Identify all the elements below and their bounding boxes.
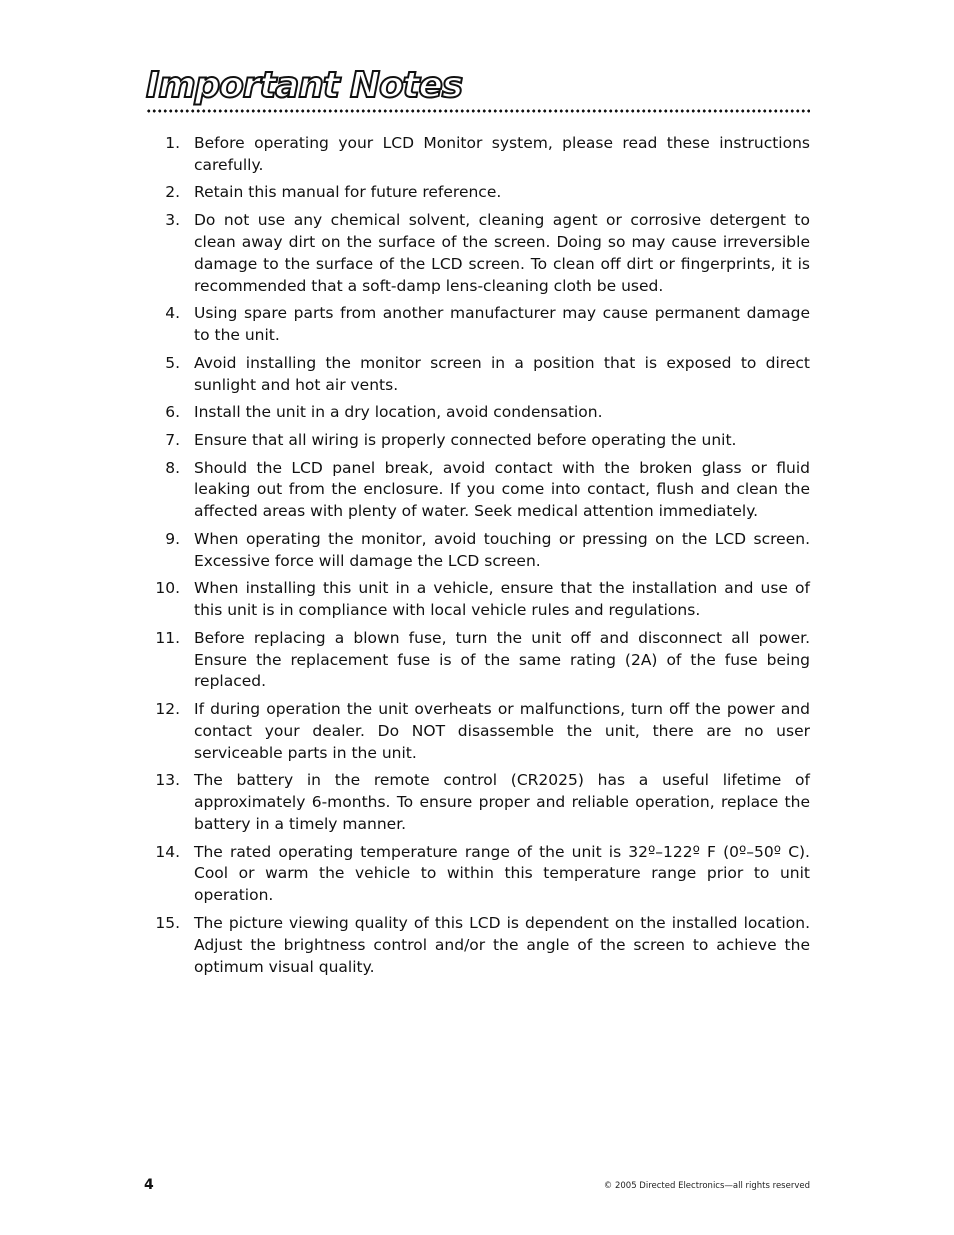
note-text: The rated operating temperature range of the unit is 32º–122º F (0º–50º C). Cool or warm the vehicle to within this temperature range prior to unit operation. — [194, 842, 810, 905]
note-number: 1. — [165, 134, 180, 152]
note-item — [140, 458, 810, 523]
note-item — [140, 529, 810, 573]
note-item — [140, 402, 810, 424]
title-dotted-rule — [146, 109, 810, 113]
note-text: Install the unit in a dry location, avoid condensation. — [194, 403, 603, 422]
notes-list — [140, 133, 810, 984]
note-item — [140, 133, 810, 177]
note-item — [140, 842, 810, 907]
note-item — [140, 699, 810, 764]
note-number: 14. — [155, 842, 180, 861]
note-number: 6. — [165, 403, 180, 422]
note-text: Avoid installing the monitor screen in a position that is exposed to direct sunlight and hot air vents. — [194, 353, 810, 394]
note-text: Using spare parts from another manufacturer may cause permanent damage to the unit. — [194, 304, 810, 345]
note-number: 3. — [165, 211, 180, 230]
note-number: 7. — [165, 430, 180, 449]
note-item — [140, 430, 810, 452]
note-text: If during operation the unit overheats or malfunctions, turn off the power and contact your dealer. Do NOT disassemble the unit, there are no user serviceable parts in the unit. — [194, 700, 810, 762]
note-number: 10. — [155, 579, 180, 598]
note-item — [140, 578, 810, 622]
note-text: The picture viewing quality of this LCD is dependent on the installed location. Adjust the brightness control and/or the angle of the screen to achieve the optimum visual quality. — [194, 913, 810, 976]
note-text: Before replacing a blown fuse, turn the unit off and disconnect all power. Ensure the replacement fuse is of the same rating (2A) of the fuse being replaced. — [194, 628, 810, 691]
note-number: 4. — [165, 304, 180, 323]
note-text: When operating the monitor, avoid touching or pressing on the LCD screen. Excessive force will damage the LCD screen. — [194, 529, 810, 570]
note-text: Before operating your LCD Monitor system, please read these instructions carefully. — [194, 134, 810, 174]
note-text: Retain this manual for future reference. — [194, 183, 502, 202]
note-number: 8. — [165, 458, 180, 477]
note-number: 13. — [155, 771, 180, 790]
note-text: Ensure that all wiring is properly connected before operating the unit. — [194, 430, 737, 449]
note-text: When installing this unit in a vehicle, ensure that the installation and use of this unit is in compliance with local vehicle rules and regulations. — [194, 579, 810, 620]
note-number: 15. — [155, 913, 180, 932]
note-text: The battery in the remote control (CR2025) has a useful lifetime of approximately 6-months. To ensure proper and reliable operation, replace the battery in a timely manner. — [194, 771, 810, 833]
note-item — [140, 770, 810, 835]
note-number: 5. — [165, 353, 180, 372]
note-text: Do not use any chemical solvent, cleaning agent or corrosive detergent to clean away dirt on the surface of the screen. Doing so may cause irreversible damage to the surface of the LCD screen. To clean off dirt or fingerprints, it is recommended that a soft-damp lens-cleaning cloth be used. — [194, 211, 810, 295]
note-item — [140, 353, 810, 397]
note-number: 2. — [165, 183, 180, 202]
note-number: 12. — [155, 700, 180, 719]
page-number: 4 — [144, 1177, 154, 1193]
note-item — [140, 210, 810, 297]
note-number: 11. — [155, 628, 180, 647]
note-item — [140, 628, 810, 693]
note-item — [140, 913, 810, 978]
note-item — [140, 182, 810, 204]
page-title: Important Notes — [146, 65, 462, 106]
copyright-notice: © 2005 Directed Electronics—all rights reserved — [603, 1181, 810, 1191]
note-text: Should the LCD panel break, avoid contact with the broken glass or fluid leaking out from the enclosure. If you come into contact, flush and clean the affected areas with plenty of water. Seek medical attention immediately. — [194, 458, 810, 521]
note-item — [140, 303, 810, 347]
note-number: 9. — [165, 529, 180, 548]
